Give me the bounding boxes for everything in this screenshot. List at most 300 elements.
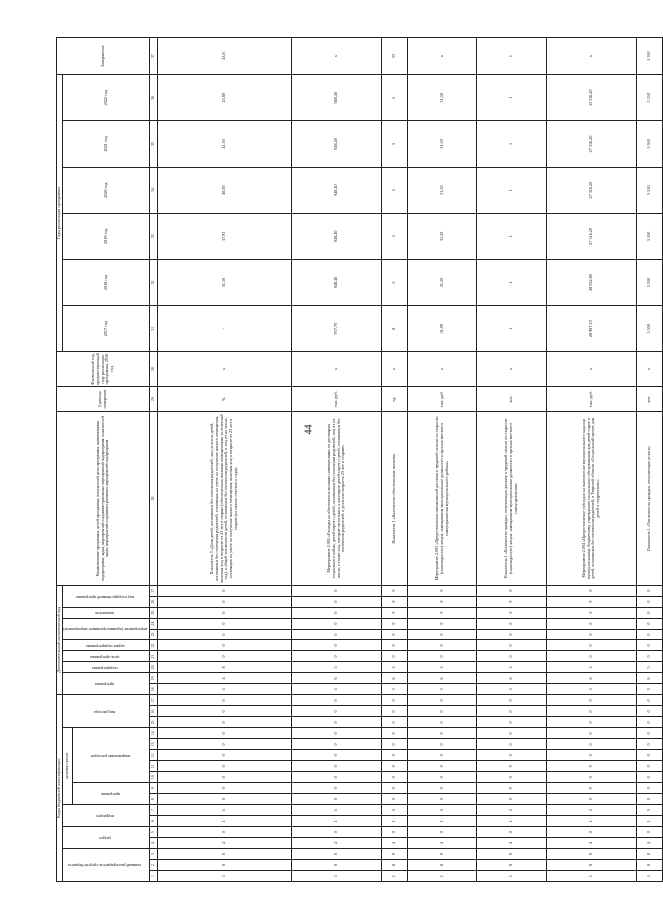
code-cell: 0: [291, 783, 382, 794]
code-cell: 1: [477, 816, 546, 827]
code-cell: 0: [546, 849, 637, 860]
code-cell: 6: [382, 673, 408, 684]
code-cell: 8: [408, 860, 477, 871]
code-cell: 0: [546, 640, 637, 651]
code-cell: 0: [382, 783, 408, 794]
code-cell: 0: [291, 585, 382, 596]
row-name: Мероприятие 2.005 «Расходы на обеспечение жилыми помещениями по договорам социального найма, детей-сирот и детей, оставшихся без попечения родителей, лиц из их числа, а также лиц, которые относились к категории детей-сирот и детей, оставшихся без попечения родителей, и достигли возраста 23 лет и старше»: [291, 412, 382, 585]
row-year-value: 948,40: [291, 75, 382, 121]
code-cell: 0: [408, 772, 477, 783]
code-cell: 4: [158, 673, 292, 684]
code-cell: 1: [408, 816, 477, 827]
column-number-1: 1: [150, 871, 158, 882]
row-actual-2016: x: [408, 352, 477, 387]
code-cell: 0: [546, 629, 637, 640]
row-completion: 5 550: [637, 38, 663, 75]
row-completion: 43,8: [158, 38, 292, 75]
column-number-8: 8: [150, 794, 158, 805]
additional-code-group-header: Дополнительный аналитический код: [57, 585, 63, 695]
code-cell: 0: [546, 607, 637, 618]
code-cell: 6: [291, 673, 382, 684]
code-cell: 0: [546, 739, 637, 750]
code-cell: 6: [546, 673, 637, 684]
code-cell: 3: [546, 684, 637, 695]
code-cell: 0: [382, 651, 408, 662]
code-cell: 0: [546, 728, 637, 739]
column-number-5: 5: [150, 827, 158, 838]
program-part-header: программа: [73, 783, 150, 805]
code-cell: 0: [382, 849, 408, 860]
code-cell: 0: [382, 728, 408, 739]
code-cell: 0: [637, 596, 663, 607]
code-cell: 5: [477, 805, 546, 816]
code-cell: 0: [408, 618, 477, 629]
program-name-header: Наименование программы, целей программы, показателей цели программы, наименования подпрограмм, задач, мероприятий и административных мероприятий подпрограмм, показателей задач, мероприятий и административных мероприятий подпрограмм: [57, 412, 150, 585]
code-cell: 0: [477, 728, 546, 739]
code-cell: 0: [477, 849, 546, 860]
row-completion: 33: [382, 38, 408, 75]
code-cell: 0: [477, 607, 546, 618]
code-cell: 0: [408, 739, 477, 750]
row-name: Показатель 1 «Количество обеспеченных жильем»: [382, 412, 408, 585]
table-row: [637, 38, 663, 882]
row-year-value: 948,40: [291, 121, 382, 167]
code-cell: 0: [291, 827, 382, 838]
code-cell: 6: [637, 673, 663, 684]
code-cell: 0: [477, 761, 546, 772]
years-group-header: Годы реализации программы: [57, 75, 63, 352]
code-cell: 5: [382, 662, 408, 673]
code-cell: 1: [158, 871, 292, 882]
row-year-value: 5: [382, 259, 408, 305]
code-cell: 0: [291, 607, 382, 618]
code-cell: 0: [382, 761, 408, 772]
code-cell: 0: [408, 827, 477, 838]
code-cell: 8: [382, 860, 408, 871]
year-header-2022: 2022 год: [62, 75, 149, 121]
code-cell: 0: [382, 739, 408, 750]
column-number-17: 17: [150, 695, 158, 706]
row-year-value: 948,40: [291, 213, 382, 259]
column-number-29: 29: [150, 386, 158, 411]
code-cell: 0: [291, 695, 382, 706]
table-row: [382, 38, 408, 882]
column-number-34: 34: [150, 167, 158, 213]
code-cell: 0: [637, 640, 663, 651]
code-cell: 0: [291, 739, 382, 750]
code-cell: 0: [158, 827, 292, 838]
row-year-value: 27 316,20: [546, 121, 637, 167]
table-row: [546, 38, 637, 882]
target-item-header: целевая статья: [62, 728, 73, 805]
row-year-value: 5: [382, 213, 408, 259]
code-cell: 0: [382, 585, 408, 596]
code-cell: 0: [637, 783, 663, 794]
code-cell: 0: [291, 596, 382, 607]
row-year-value: 27 316,20: [546, 167, 637, 213]
code-cell: 6: [477, 673, 546, 684]
code-cell: 0: [546, 761, 637, 772]
row-year-value: 31,50: [408, 213, 477, 259]
code-cell: 0: [477, 695, 546, 706]
code-cell: 0: [546, 596, 637, 607]
row-actual-2016: x: [158, 352, 292, 387]
row-year-value: 41,30: [158, 121, 292, 167]
column-number-32: 32: [150, 259, 158, 305]
row-completion: x: [408, 38, 477, 75]
code-cell: 0: [291, 640, 382, 651]
indicator-code-header: показатель: [62, 607, 149, 618]
code-cell: 0: [158, 640, 292, 651]
code-cell: 8: [546, 860, 637, 871]
column-number-36: 36: [150, 75, 158, 121]
actual-year-header: Фактический год, предшествующий году реализации программы, 2016 год: [57, 352, 150, 387]
code-cell: 0: [477, 717, 546, 728]
expense-type-header: вид расхода: [62, 695, 149, 728]
code-cell: 0: [291, 629, 382, 640]
code-cell: 0: [408, 695, 477, 706]
row-name: Показатель 1 «Численность граждан, получающих услуги»: [637, 412, 663, 585]
code-cell: 8: [291, 860, 382, 871]
table-row: [158, 38, 292, 882]
code-cell: 0: [477, 794, 546, 805]
column-number-26: 26: [150, 596, 158, 607]
code-cell: 5: [637, 805, 663, 816]
column-number-2: 2: [150, 860, 158, 871]
column-number-3: 3: [150, 849, 158, 860]
code-cell: 8: [477, 860, 546, 871]
code-cell: 0: [637, 794, 663, 805]
row-year-value: 1: [477, 306, 546, 352]
code-cell: 0: [408, 585, 477, 596]
code-cell: 0: [382, 717, 408, 728]
code-cell: 0: [158, 596, 292, 607]
code-cell: 6: [408, 673, 477, 684]
row-year-value: 43,80: [158, 75, 292, 121]
code-cell: 0: [158, 728, 292, 739]
code-cell: 0: [408, 783, 477, 794]
code-cell: 0: [158, 772, 292, 783]
code-cell: 0: [291, 706, 382, 717]
row-actual-2016: x: [637, 352, 663, 387]
code-cell: 1: [546, 871, 637, 882]
code-cell: 0: [382, 750, 408, 761]
row-year-value: 40,00: [158, 167, 292, 213]
goal-code-header: цель программы: [62, 651, 149, 662]
code-cell: 8: [637, 860, 663, 871]
row-unit: тыс. руб.: [291, 386, 382, 411]
code-cell: 0: [382, 772, 408, 783]
code-cell: 0: [291, 728, 382, 739]
table-row: [408, 38, 477, 882]
row-actual-2016: x: [291, 352, 382, 387]
code-cell: 0: [477, 640, 546, 651]
code-cell: 5: [637, 662, 663, 673]
section-header: раздел: [62, 827, 149, 849]
code-cell: 0: [291, 651, 382, 662]
row-year-value: 28 987,10: [546, 306, 637, 352]
code-cell: 0: [477, 618, 546, 629]
code-cell: 0: [408, 596, 477, 607]
row-year-value: 1: [477, 213, 546, 259]
row-year-value: 31,50: [408, 121, 477, 167]
budget-table: [56, 37, 663, 882]
year-header-2019: 2019 год: [62, 213, 149, 259]
code-cell: 3: [408, 684, 477, 695]
completion-header: Завершение: [57, 38, 150, 75]
code-cell: 1: [382, 871, 408, 882]
code-cell: 0: [637, 750, 663, 761]
code-cell: 0: [408, 750, 477, 761]
row-name: Мероприятие 2.004 «Предоставление субсидии на выполнение муниципального задания муниципальному бюджетному учреждению социального обслуживания для детей-сирот и детей, оставшихся без попечения родителей, в Тверской области «Социальный приют для детей и подростков»»: [546, 412, 637, 585]
table-row: [291, 38, 382, 882]
code-cell: 0: [477, 596, 546, 607]
code-cell: 0: [546, 717, 637, 728]
code-cell: 0: [477, 706, 546, 717]
code-cell: 0: [477, 827, 546, 838]
code-cell: 0: [291, 618, 382, 629]
code-cell: 0: [637, 728, 663, 739]
code-cell: 0: [382, 618, 408, 629]
column-number-13: 13: [150, 739, 158, 750]
code-cell: 5: [291, 805, 382, 816]
code-cell: 0: [291, 717, 382, 728]
code-cell: 0: [477, 739, 546, 750]
row-year-value: 5 550: [637, 121, 663, 167]
code-cell: 0: [477, 783, 546, 794]
code-cell: 0: [382, 596, 408, 607]
column-number-23: 23: [150, 629, 158, 640]
column-number-37: 37: [150, 38, 158, 75]
code-cell: 3: [158, 684, 292, 695]
code-cell: 0: [477, 629, 546, 640]
code-cell: 0: [158, 607, 292, 618]
table-row: [477, 38, 546, 882]
code-cell: 0: [637, 629, 663, 640]
column-number-30: 30: [150, 352, 158, 387]
code-cell: 8: [158, 662, 292, 673]
row-actual-2016: x: [546, 352, 637, 387]
code-cell: 0: [382, 695, 408, 706]
row-completion: x: [291, 38, 382, 75]
code-cell: 0: [382, 794, 408, 805]
code-cell: 0: [408, 640, 477, 651]
code-cell: 0: [291, 750, 382, 761]
column-number-4: 4: [150, 838, 158, 849]
code-cell: 0: [637, 761, 663, 772]
code-cell: 0: [637, 706, 663, 717]
code-cell: 0: [637, 618, 663, 629]
year-header-2018: 2018 год: [62, 259, 149, 305]
row-year-value: 31,50: [408, 167, 477, 213]
code-cell: 8: [158, 860, 292, 871]
gp-code-header: код государственной программы: [62, 585, 149, 607]
row-year-value: 5: [382, 75, 408, 121]
code-cell: 4: [408, 838, 477, 849]
row-completion: x: [546, 38, 637, 75]
direction-header: направление расходов: [73, 728, 150, 783]
code-cell: 0: [637, 585, 663, 596]
row-year-value: 27 316,20: [546, 213, 637, 259]
row-year-value: 5 550: [637, 75, 663, 121]
column-number-20: 20: [150, 662, 158, 673]
column-number-16: 16: [150, 706, 158, 717]
code-cell: 4: [291, 838, 382, 849]
row-actual-2016: x: [382, 352, 408, 387]
row-year-value: 8: [382, 306, 408, 352]
code-cell: 0: [158, 794, 292, 805]
code-cell: 0: [637, 717, 663, 728]
row-actual-2016: x: [477, 352, 546, 387]
row-unit: тыс. руб.: [546, 386, 637, 411]
code-cell: 0: [158, 750, 292, 761]
code-cell: 0: [546, 783, 637, 794]
code-cell: 1: [477, 871, 546, 882]
column-number-35: 35: [150, 121, 158, 167]
code-cell: 0: [158, 761, 292, 772]
row-year-value: 31,50: [408, 75, 477, 121]
row-year-value: 31,10: [158, 259, 292, 305]
code-cell: 0: [637, 651, 663, 662]
code-cell: 1: [291, 816, 382, 827]
code-cell: 1: [546, 816, 637, 827]
year-header-2020: 2020 год: [62, 167, 149, 213]
row-year-value: 5 550: [637, 167, 663, 213]
row-year-value: 5 550: [637, 306, 663, 352]
code-cell: 5: [408, 805, 477, 816]
code-cell: 4: [477, 838, 546, 849]
column-number-9: 9: [150, 783, 158, 794]
row-name: Мероприятие 2.003 «Предоставление ежемесячной доплаты к трудовой пенсии по старости (инвалидности) лицам, замещавшим муниципальные должности в органах местного самоуправления муниципального района»: [408, 412, 477, 585]
code-cell: 0: [158, 618, 292, 629]
code-cell: 0: [546, 706, 637, 717]
code-cell: 0: [291, 849, 382, 860]
code-cell: 3: [477, 684, 546, 695]
code-cell: 0: [637, 607, 663, 618]
row-year-value: 5 550: [637, 213, 663, 259]
code-cell: 0: [158, 629, 292, 640]
row-year-value: 33 316,20: [546, 75, 637, 121]
row-year-value: 1: [477, 75, 546, 121]
code-cell: 4: [158, 838, 292, 849]
code-cell: 0: [158, 706, 292, 717]
code-cell: 0: [408, 629, 477, 640]
code-cell: 0: [158, 849, 292, 860]
column-number-12: 12: [150, 750, 158, 761]
code-cell: 0: [637, 849, 663, 860]
code-cell: 0: [546, 585, 637, 596]
subprogram-code-header: подпрограмма: [62, 662, 149, 673]
row-unit: %: [158, 386, 292, 411]
column-number-7: 7: [150, 805, 158, 816]
code-cell: 0: [637, 739, 663, 750]
code-cell: 0: [408, 794, 477, 805]
code-cell: 0: [158, 739, 292, 750]
code-cell: 1: [408, 871, 477, 882]
year-header-2017: 2017 год: [62, 306, 149, 352]
code-cell: 1: [158, 816, 292, 827]
column-number-31: 31: [150, 306, 158, 352]
column-number-10: 10: [150, 772, 158, 783]
row-year-value: -: [158, 306, 292, 352]
code-cell: 0: [158, 585, 292, 596]
row-name: Показатель 1 «Количество граждан, получающих доплату к трудовой пенсии по старости (инвалидности) лицам, замещавшим муниципальные должности в органах местного самоуправления»: [477, 412, 546, 585]
row-name: Показатель 3 «Доля детей, оставшихся без попечения родителей, лиц из числа детей, оставшихся без попечения родителей, состоящих на учете на получение жилого помещения, включая лиц в возрасте от 23 лет и старше (обеспеченных жилыми помещениями за отчетный год), в общей численности детей, оставшихся без попечения родителей, и лиц из их числа, состоящих на учете на получение жилого помещения, включая лиц в возрасте от 23 лет и старше (на начало отчетного года)»: [158, 412, 292, 585]
program-code-header: программа: [62, 673, 149, 695]
code-cell: 0: [546, 651, 637, 662]
code-cell: 0: [158, 695, 292, 706]
code-cell: 0: [382, 827, 408, 838]
row-unit: чел.: [637, 386, 663, 411]
column-number-21: 21: [150, 651, 158, 662]
row-year-value: 31,09: [408, 306, 477, 352]
code-cell: 0: [382, 706, 408, 717]
code-cell: 0: [158, 717, 292, 728]
code-cell: 0: [158, 651, 292, 662]
code-cell: 0: [408, 717, 477, 728]
row-year-value: 1: [477, 121, 546, 167]
row-year-value: 1: [477, 167, 546, 213]
column-number-33: 33: [150, 213, 158, 259]
row-year-value: 948,40: [291, 259, 382, 305]
row-year-value: 37,95: [158, 213, 292, 259]
code-cell: 1: [291, 871, 382, 882]
code-cell: 0: [546, 695, 637, 706]
code-cell: 0: [408, 706, 477, 717]
code-cell: 0: [546, 794, 637, 805]
code-cell: 0: [546, 750, 637, 761]
code-cell: 5: [382, 805, 408, 816]
row-unit: ед.: [382, 386, 408, 411]
code-cell: 0: [408, 651, 477, 662]
code-cell: 5: [158, 805, 292, 816]
code-cell: 0: [382, 607, 408, 618]
code-cell: 0: [477, 750, 546, 761]
row-unit: тыс. руб.: [408, 386, 477, 411]
code-cell: 0: [291, 772, 382, 783]
code-cell: 1: [382, 816, 408, 827]
column-number-6: 6: [150, 816, 158, 827]
row-unit: чел.: [477, 386, 546, 411]
code-cell: 0: [408, 761, 477, 772]
row-year-value: 5: [382, 167, 408, 213]
code-cell: 0: [408, 607, 477, 618]
code-cell: 0: [291, 761, 382, 772]
row-completion: 1: [477, 38, 546, 75]
code-cell: 0: [408, 728, 477, 739]
code-cell: 1: [637, 871, 663, 882]
code-cell: 3: [637, 684, 663, 695]
admin-header: главный распорядитель средств бюджета: [62, 849, 149, 882]
budget-table-sheet: [56, 37, 652, 882]
column-number-19: 19: [150, 673, 158, 684]
column-number-25: 25: [150, 607, 158, 618]
code-cell: 4: [546, 838, 637, 849]
activity-code-header: мероприятие (административное мероприятие): [62, 618, 149, 640]
code-cell: 0: [382, 640, 408, 651]
row-year-value: 5 550: [637, 259, 663, 305]
column-number-27: 27: [150, 585, 158, 596]
column-numbers-row: [150, 38, 158, 882]
row-year-value: 28 052,80: [546, 259, 637, 305]
column-number-11: 11: [150, 761, 158, 772]
code-cell: 5: [546, 805, 637, 816]
code-cell: 0: [158, 783, 292, 794]
code-cell: 5: [291, 662, 382, 673]
page-number: 44: [303, 424, 315, 435]
subsection-header: подраздел: [62, 805, 149, 827]
row-year-value: 948,40: [291, 167, 382, 213]
